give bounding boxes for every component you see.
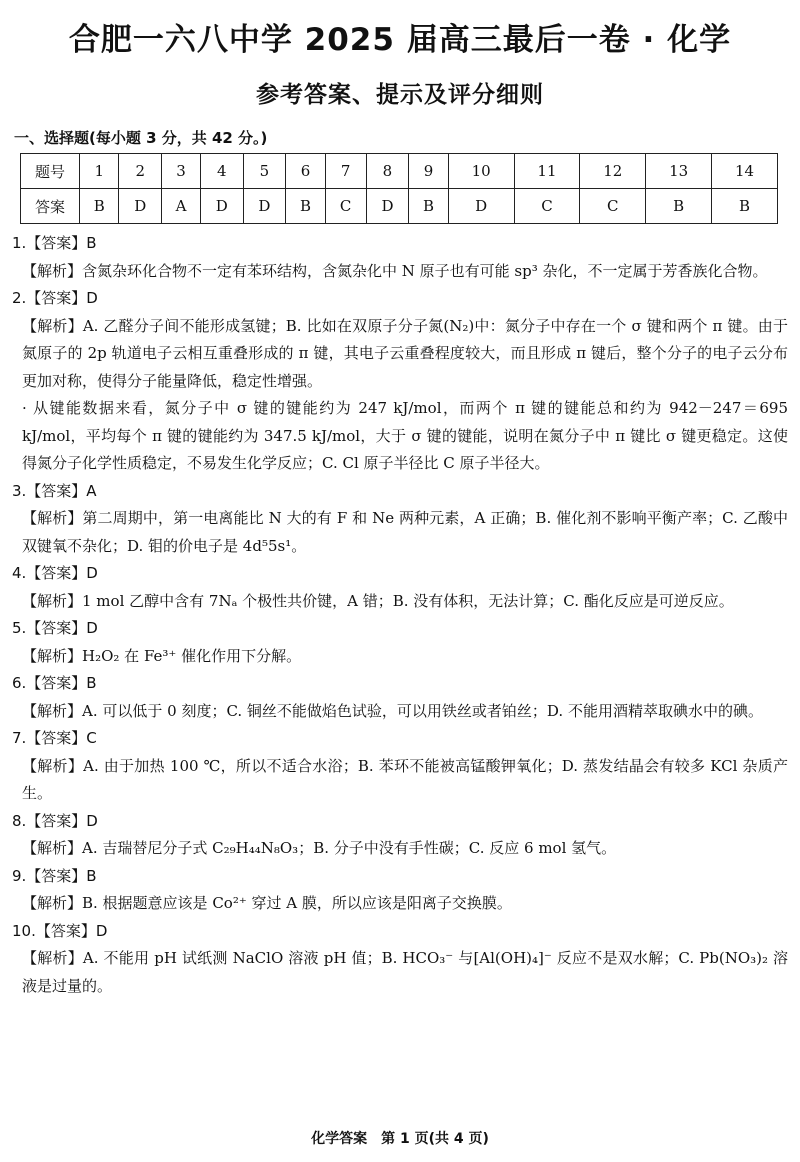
explanation	[12, 588, 788, 616]
question-block	[12, 808, 788, 863]
explanation-paragraph: 【解析】第二周期中，第一电离能比 N 大的有 F 和 Ne 两种元素，A 正确；B. 催化剂不影响平衡产率；C. 乙酸中双键氧不杂化；D. 钼的价电子是 4d⁵5s¹。	[22, 509, 788, 555]
explanations	[12, 230, 788, 1000]
explanation	[12, 753, 788, 808]
question-block	[12, 230, 788, 285]
page-footer: 化学答案 第 1 页(共 4 页)	[311, 1131, 489, 1147]
explanation-paragraph: 【解析】A. 乙醛分子间不能形成氢键；B. 比如在双原子分子氮(N₂)中：氮分子中存在一个 σ 键和两个 π 键。由于氮原子的 2p 轨道电子云相互重叠形成的 π 键，其电子云重叠程度较大，而且形成 π 键后，整个分子的电子云分布更加对称，使得分子能量降低，稳定性增强。	[22, 316, 788, 390]
answer-table	[20, 153, 778, 224]
question-number-cell: 13	[646, 154, 712, 189]
answer-label: 6.【答案】B	[12, 674, 97, 692]
question-number-cell: 5	[243, 154, 286, 189]
section-heading: 一、选择题(每小题 3 分，共 42 分。)	[14, 129, 268, 147]
question-number-cell: 7	[325, 154, 366, 189]
explanation-paragraph: 【解析】B. 根据题意应该是 Co²⁺ 穿过 A 膜，所以应该是阳离子交换膜。	[22, 894, 512, 912]
explanation	[12, 698, 788, 726]
number-row	[21, 154, 778, 189]
answer-cell: D	[366, 189, 409, 224]
row-label-number: 题号	[21, 154, 80, 189]
row-label-answer: 答案	[21, 189, 80, 224]
question-number-cell: 6	[286, 154, 325, 189]
explanation	[12, 505, 788, 560]
explanation-paragraph: · 从键能数据来看，氮分子中 σ 键的键能约为 247 kJ/mol，而两个 π 键的键能总和约为 942－247＝695 kJ/mol，平均每个 π 键的键能约为 347.5 kJ/mol，大于 σ 键的键能，说明在氮分子中 π 键比 σ 键更稳定。这使得氮分子化学性质稳定，不易发生化学反应；C. Cl 原子半径比 C 原子半径大。	[22, 399, 788, 472]
explanation-paragraph: 【解析】A. 不能用 pH 试纸测 NaClO 溶液 pH 值；B. HCO₃⁻ 与[Al(OH)₄]⁻ 反应不是双水解；C. Pb(NO₃)₂ 溶液是过量的。	[22, 949, 788, 995]
explanation	[12, 258, 788, 286]
question-block	[12, 725, 788, 808]
question-number-cell: 14	[712, 154, 778, 189]
answer-cell: B	[646, 189, 712, 224]
page-title: 合肥一六八中学 2025 届高三最后一卷 · 化学	[68, 22, 732, 58]
question-number-cell: 8	[366, 154, 409, 189]
explanation	[12, 313, 788, 478]
question-block	[12, 863, 788, 918]
explanation-paragraph: 【解析】H₂O₂ 在 Fe³⁺ 催化作用下分解。	[22, 646, 302, 665]
answer-label: 3.【答案】A	[12, 481, 97, 500]
explanation	[12, 890, 788, 918]
answer-label: 1.【答案】B	[12, 234, 97, 252]
question-number-cell: 10	[448, 154, 514, 189]
question-block	[12, 670, 788, 725]
page-subtitle: 参考答案、提示及评分细则	[256, 82, 544, 108]
question-block	[12, 478, 788, 561]
answer-cell: B	[286, 189, 325, 224]
explanation-paragraph: 【解析】A. 吉瑞替尼分子式 C₂₉H₄₄N₈O₃；B. 分子中没有手性碳；C. 反应 6 mol 氢气。	[22, 839, 617, 857]
answer-cell: D	[200, 189, 243, 224]
explanation	[12, 945, 788, 1000]
answer-label: 9.【答案】B	[12, 866, 97, 885]
answer-cell: B	[80, 189, 119, 224]
answer-label: 4.【答案】D	[12, 564, 98, 582]
answer-cell: B	[712, 189, 778, 224]
question-number-cell: 11	[514, 154, 580, 189]
question-number-cell: 9	[409, 154, 448, 189]
question-block	[12, 285, 788, 478]
explanation-paragraph: 【解析】A. 由于加热 100 ℃，所以不适合水浴；B. 苯环不能被高锰酸钾氧化；D. 蒸发结晶会有较多 KCl 杂质产生。	[22, 756, 788, 802]
question-number-cell: 2	[119, 154, 162, 189]
explanation-paragraph: 【解析】含氮杂环化合物不一定有苯环结构，含氮杂化中 N 原子也有可能 sp³ 杂化，不一定属于芳香族化合物。	[22, 261, 768, 280]
explanation-paragraph: 【解析】A. 可以低于 0 刻度；C. 铜丝不能做焰色试验，可以用铁丝或者铂丝；D. 不能用酒精萃取碘水中的碘。	[22, 701, 763, 720]
question-block	[12, 560, 788, 615]
explanation	[12, 643, 788, 671]
answer-cell: D	[448, 189, 514, 224]
explanation	[12, 835, 788, 863]
answer-label: 8.【答案】D	[12, 811, 98, 830]
answer-label: 7.【答案】C	[12, 729, 97, 747]
question-block	[12, 615, 788, 670]
answer-cell: D	[243, 189, 286, 224]
answer-label: 5.【答案】D	[12, 619, 98, 637]
answer-cell: A	[162, 189, 201, 224]
question-number-cell: 12	[580, 154, 646, 189]
question-number-cell: 4	[200, 154, 243, 189]
answer-cell: C	[325, 189, 366, 224]
answer-row	[21, 189, 778, 224]
answer-cell: D	[119, 189, 162, 224]
answer-label: 10.【答案】D	[12, 921, 108, 940]
question-number-cell: 1	[80, 154, 119, 189]
answer-cell: C	[580, 189, 646, 224]
answer-label: 2.【答案】D	[12, 289, 98, 307]
question-number-cell: 3	[162, 154, 201, 189]
question-block	[12, 918, 788, 1001]
answer-cell: C	[514, 189, 580, 224]
explanation-paragraph: 【解析】1 mol 乙醇中含有 7Nₐ 个极性共价键，A 错；B. 没有体积，无法计算；C. 酯化反应是可逆反应。	[22, 591, 734, 610]
answer-cell: B	[409, 189, 448, 224]
